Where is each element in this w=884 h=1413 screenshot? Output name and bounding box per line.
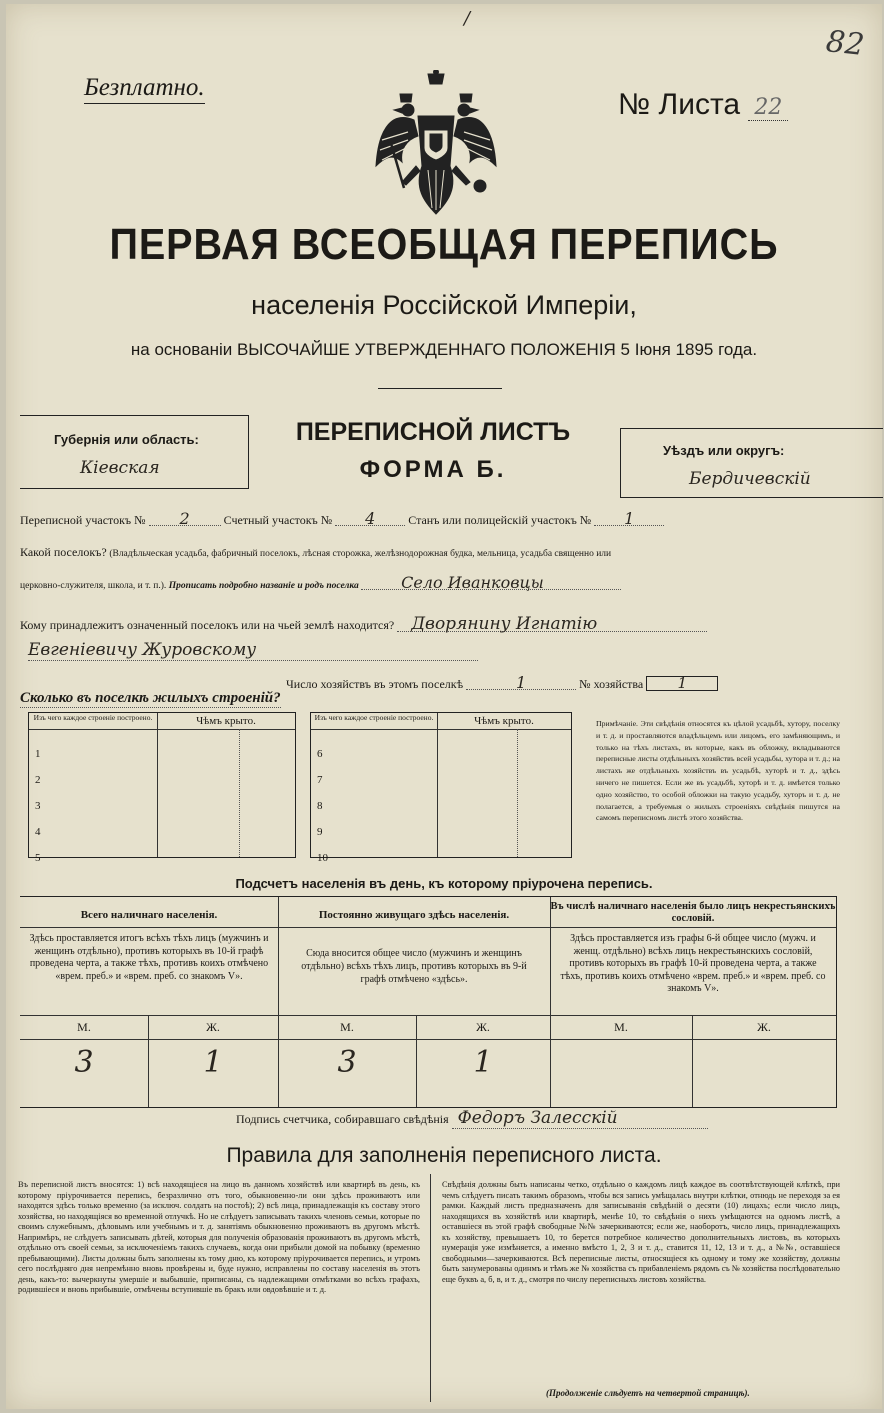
settlement-hint2: церковно-служителя, школа, и т. п.). [20,581,167,591]
total-col-text: Здѣсь проставляется итогъ всѣхъ тѣхъ лицъ (мужчинъ и женщинъ отдѣльно), противъ которыхъ въ 10-й графѣ проведена черта, а также тѣхъ, противъ коихъ отмѣчено «врем. преб.» и «врем. преб. со знакомъ V». [29,933,269,982]
owner-value-2: Евгеніевичу Журовскому [28,640,478,661]
rules-divider [430,1174,431,1402]
imperial-eagle-emblem [370,70,502,216]
buildings-table-left [28,712,296,864]
top-mark: / [464,8,471,29]
free-label: Безплатно. [84,74,205,104]
resident-female-value: 1 [473,1045,493,1080]
form-name: ФОРМА Б. [359,456,507,483]
continuation-note: (Продолженіе слѣдуетъ на четвертой страницѣ). [546,1388,750,1398]
row-number: 9 [317,826,323,838]
sub-title: населенія Россійской Имперіи, [251,290,637,320]
main-title: ПЕРВАЯ ВСЕОБЩАЯ ПЕРЕПИСЬ [109,220,779,269]
settlement-value: Село Иванковцы [361,576,621,590]
total-male-value: 3 [74,1045,94,1080]
total-female-value: 1 [203,1045,223,1080]
row-numbers-right [317,741,328,871]
settlement-line2 [20,573,870,593]
count-area-label: Счетный участокъ № [223,513,333,527]
nonpeasant-col-title: Въ числѣ наличнаго населенія было лицъ некрестьянскихъ сословій. [550,901,836,924]
households-line [286,673,866,692]
buildings-note: Примѣчаніе. Эти свѣдѣнія относятся къ цѣлой усадьбѣ, хутору, поселку и т. д. и проставляются владѣльцемъ или лицомъ, его замѣняющимъ, и только на тѣхъ листахъ, въ которые, какъ въ обложку, вкладываются переписные листы отдѣльныхъ хозяйствъ всей усадьбы, хутора и т. д.; на листахъ же отдѣльныхъ хозяйствъ въ усадьбѣ, хуторѣ и т. д., здѣсь ничего не пишется. Если же въ усадьбѣ, хуторѣ и т. д. имѣется только одно хозяйство, то особой обложки на такую усадьбу, хуторъ и т. д. не полагается, а требуемыя о жилыхъ строеніяхъ свѣдѣнія пишутся на самомъ переписномъ листѣ этого хозяйства. [596,719,840,823]
province-box [20,415,249,489]
female-label: Ж. [206,1020,220,1034]
row-number: 3 [35,800,41,812]
settlement-instruction: Прописать подробно названіе и родъ поселка [168,581,359,591]
signature-line [236,1108,708,1129]
nonpeasant-col-text: Здѣсь проставляется изъ графы 6-й общее число (мужч. и женщ. отдѣльно) всѣхъ лицъ некрестьянскихъ сословій, противъ которыхъ въ графѣ 10-й проведена черта, а также тѣхъ, противъ коихъ отмѣчено «врем. преб.» и «врем. преб. со знакомъ V». [560,933,826,994]
owner-line1 [20,614,870,634]
owner-question: Кому принадлежитъ означенный поселокъ или на чьей землѣ находится? [20,618,395,632]
stan-label: Станъ или полицейскій участокъ № [408,513,592,527]
settlement-question: Какой поселокъ? [20,545,107,559]
female-label: Ж. [476,1020,490,1034]
owner-value-1: Дворянину Игнатію [397,618,707,632]
row-number: 4 [35,826,41,838]
sheet-number-value: 22 [748,95,788,121]
count-area-value: 4 [335,512,405,526]
sheet-number-label: № Листа [618,88,741,121]
household-number-value: 1 [646,676,718,691]
population-table [20,896,837,1108]
households-value: 1 [466,676,576,690]
population-heading: Подсчетъ населенія въ день, къ которому пріурочена перепись. [235,876,653,891]
material-col-header: Изъ чего каждое строеніе построено. [314,713,434,722]
areas-line [20,509,780,528]
roof-col-header: Чѣмъ крыто. [474,715,534,727]
signature-label: Подпись счетчика, собиравшаго свѣдѣнія [236,1112,449,1126]
province-label: Губернія или область: [54,432,199,447]
rules-heading: Правила для заполненія переписного листа. [226,1144,662,1167]
row-numbers-left [35,741,41,871]
settlement-hint: (Владѣльческая усадьба, фабричный поселокъ, лѣсная сторожка, желѣзнодорожная будка, мельница, усадьба священно или [109,549,612,559]
male-label: М. [77,1020,91,1034]
row-number: 6 [317,748,323,760]
province-value: Кіевская [80,458,160,478]
row-number: 2 [35,774,41,786]
buildings-label: Сколько въ поселкѣ жилыхъ строеній? [20,690,281,706]
settlement-line1 [20,546,870,561]
census-form-page [6,4,882,1409]
stan-value: 1 [594,512,664,526]
sheet-number-block [618,88,788,122]
roof-col-header: Чѣмъ крыто. [196,715,256,727]
total-col-title: Всего наличнаго населенія. [80,909,218,921]
rules-left-column: Въ переписной листъ вносятся: 1) всѣ находящіеся на лицо въ данномъ хозяйствѣ или квартирѣ въ день, къ которому пріурочивается перепись, безразлично отъ того, обыкновенно-ли они здѣсь проживаютъ или находятся здѣсь только временно (за исключ. солдатъ на постоѣ); 2) всѣ лица, принадлежащія къ составу этого хозяйства, но находящіяся во временной отлучкѣ. Но не слѣдуетъ записывать такихъ членовъ семьи, которые по своимъ служебнымъ, дѣловымъ или учебнымъ и т. д. занятіямъ обыкновенно проживаютъ въ другомъ мѣстѣ. Напримѣръ, не слѣдуетъ записывать дѣтей, которыя для полученія образованія проживаютъ въ другомъ мѣстѣ, отдѣльно отъ своей семьи, за исключеніемъ такихъ случаевъ, когда они прибыли домой на побывку (временно пребывающими). Листы должны быть заполнены къ тому дню, къ которому пріурочивается перепись, и утромъ сего послѣдняго дня непремѣнно вновь провѣрены и, буде нужно, исправлены по составу населенія въ этотъ день, какъ-то: вычеркнуты умершіе и выбывшіе, приписаны, съ надлежащими отмѣтками во всѣхъ графахъ, родившіеся и вновь прибывшіе, отмѣчены вступившіе въ бракъ или овдовѣвшіе и т. д. [18,1180,420,1294]
rules-right-column: Свѣдѣнія должны быть написаны четко, отдѣльно о каждомъ лицѣ каждое въ соотвѣтствующей клѣткѣ, при чемъ слѣдуетъ писать такимъ образомъ, чтобы вся запись умѣщалась внутри клѣтки, отнюдь не переходя за ея рамки. Каждый листъ предназначенъ для записыванія свѣдѣній о десяти (10) лицахъ; если число лицъ, находящихся въ хозяйствѣ или квартирѣ, менѣе 10, то свѣдѣнія о нихъ умѣщаются на одномъ листѣ, а оставшіеся въ этой графѣ свободные №№ зачеркиваются; если же, наоборотъ, число лицъ, принадлежащихъ къ хозяйству, превышаетъ 10, то берется потребное количество дополнительныхъ листовъ, въ которыхъ нумерація уже измѣняется, а именно вмѣсто 1, 2, 3 и т. д., ставится 11, 12, 13 и т. д., а №№, оставшіеся свободными—зачеркиваются. Всѣ переписные листы, относящіеся къ одному и тому же хозяйству, должны быть занумерованы одинмъ и тѣмъ же № хозяйства съ прибавленіемъ рядомъ съ № хозяйства послѣдовательно еще буквъ а, б, в, и т. д., смотря по числу переписныхъ листовъ хозяйства. [442,1180,840,1284]
form-heading: ПЕРЕПИСНОЙ ЛИСТЪ [295,418,571,446]
row-number: 7 [317,774,323,786]
resident-male-value: 3 [337,1045,357,1080]
resident-col-text: Сюда вносится общее число (мужчинъ и женщинъ отдѣльно) всѣхъ тѣхъ лицъ, противъ которыхъ въ 9-й графѣ отмѣчено «здѣсь». [301,948,527,985]
row-number: 10 [317,852,328,864]
female-label: Ж. [757,1020,771,1034]
district-value: Бердичевскій [689,469,811,489]
district-box [620,428,883,498]
census-area-label: Переписной участокъ № [20,513,146,527]
row-number: 5 [35,852,41,864]
material-col-header: Изъ чего каждое строеніе построено. [33,713,153,722]
census-area-value: 2 [149,512,221,526]
male-label: М. [614,1020,628,1034]
households-label: Число хозяйствъ въ этомъ поселкѣ [286,677,464,691]
title-divider [378,388,502,389]
signature-value: Федоръ Залесскій [452,1108,708,1129]
page-number: 82 [824,24,866,63]
household-number-label: № хозяйства [579,677,644,691]
buildings-table-right [310,712,572,864]
basis-line: на основаніи ВЫСОЧАЙШЕ УТВЕРЖДЕННАГО ПОЛОЖЕНІЯ 5 Іюня 1895 года. [130,340,758,359]
male-label: М. [340,1020,354,1034]
resident-col-title: Постоянно живущаго здѣсь населенія. [318,909,510,921]
district-label: Уѣздъ или округъ: [663,443,785,458]
row-number: 1 [35,748,41,760]
row-number: 8 [317,800,323,812]
